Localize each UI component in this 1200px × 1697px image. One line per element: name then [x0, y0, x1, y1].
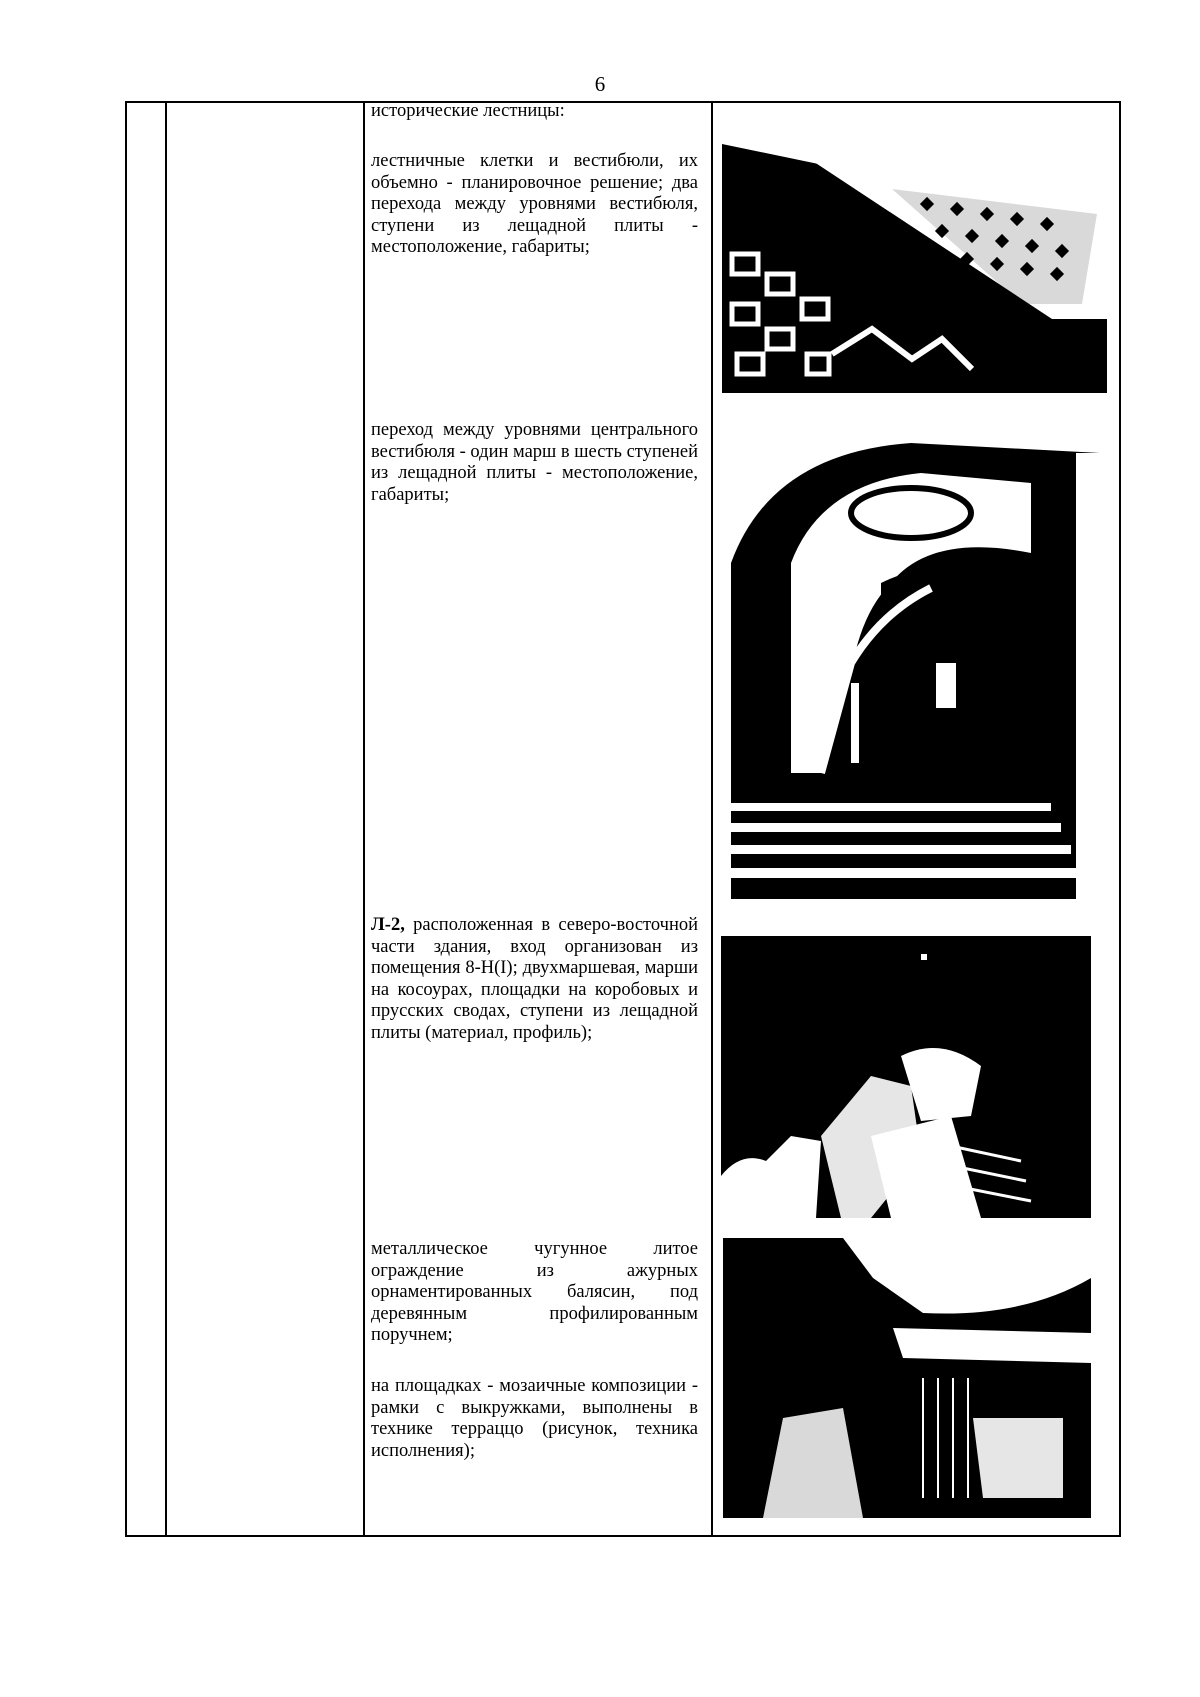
photo-mosaic-floor	[722, 104, 1107, 393]
column-divider-2	[363, 103, 365, 1535]
item-central-vestibule-text: переход между уровнями центрального вестибюля - один марш в шесть ступеней из лещадной плиты - местоположение, габариты;	[371, 420, 698, 505]
column-divider-3	[711, 103, 713, 1535]
photo-cast-iron-railing	[723, 1238, 1091, 1518]
photo-staircase-l2	[721, 936, 1091, 1218]
staircase-description: расположенная в северо-восточной части здания, вход организован из помещения 8-Н(I); двухмаршевая, марши на косоурах, площадки на коробовых и прусских сводах, ступени из лещадной плиты (материал, профиль);	[371, 915, 698, 1043]
staircase-code: Л-2,	[371, 915, 405, 935]
item-railing-text: металлическое чугунное литое ограждение из ажурных орнаментированных балясин, под деревянным профилированным поручнем;	[371, 1239, 698, 1346]
item-staircase-l2-text	[371, 915, 698, 1045]
section-heading: исторические лестницы:	[371, 101, 565, 121]
item-vestibule-text: лестничные клетки и вестибюли, их объемно - планировочное решение; два перехода между уровнями вестибюля, ступени из лещадной плиты - местоположение, габариты;	[371, 151, 698, 258]
photo-arched-vestibule	[731, 413, 1100, 899]
column-divider-1	[165, 103, 167, 1535]
item-mosaic-text: на площадках - мозаичные композиции - рамки с выкружками, выполнены в технике терраццо (рисунок, техника исполнения);	[371, 1376, 698, 1461]
page-number: 6	[594, 72, 606, 96]
